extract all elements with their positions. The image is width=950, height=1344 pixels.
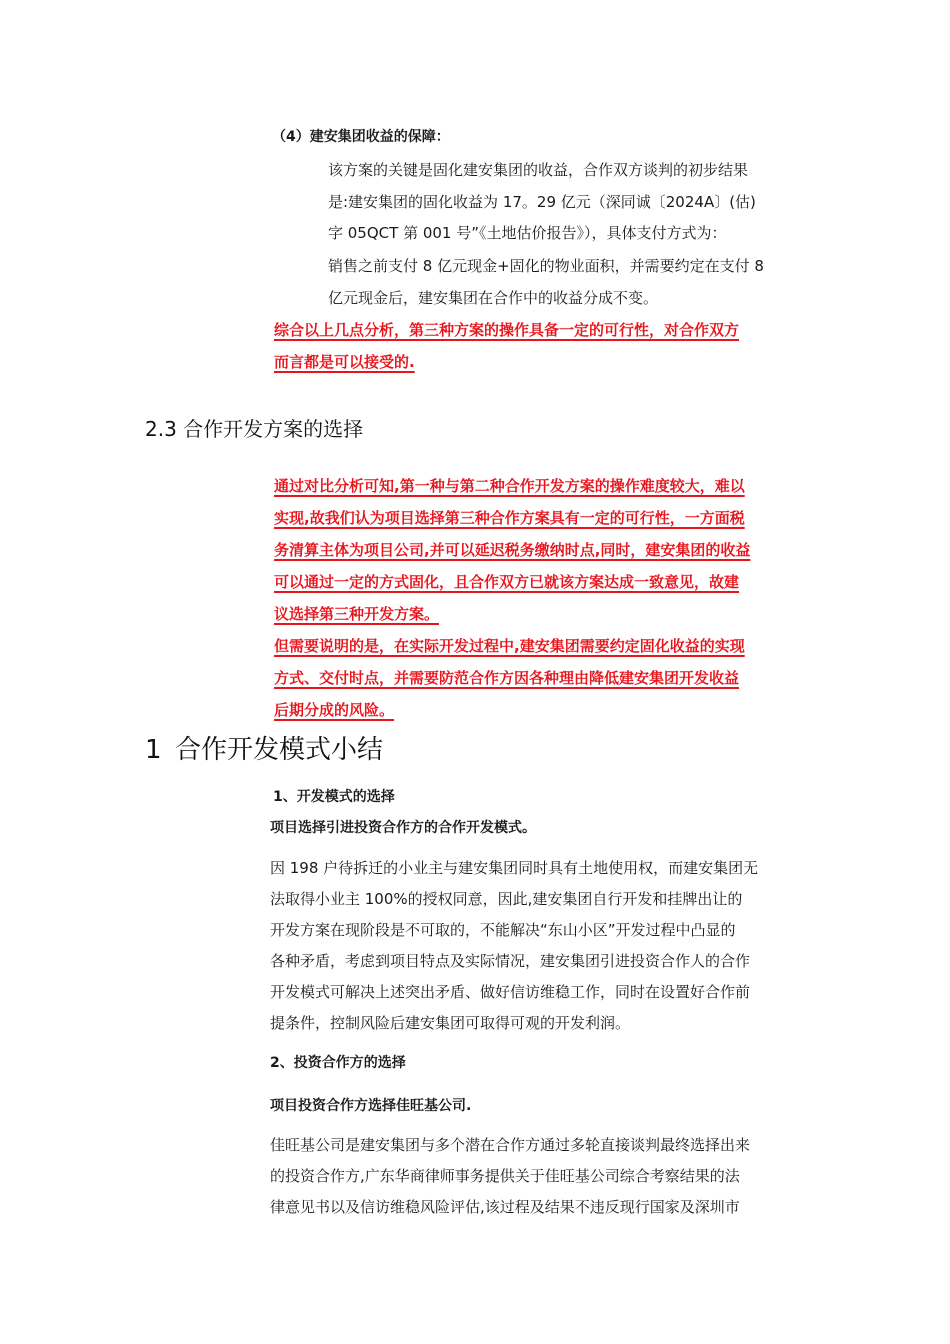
section4-line-1: 该方案的关键是固化建安集团的收益，合作双方谈判的初步结果: [328, 161, 749, 179]
sub2-heading: 2、投资合作方的选择: [270, 1055, 406, 1071]
section4-line-3: 字 05QCT 第 001 号”《土地估价报告》），具体支付方式为：: [328, 224, 727, 242]
section23-para1-line-4: 可以通过一定的方式固化，且合作双方已就该方案达成一致意见，故建: [274, 573, 740, 591]
section23-para2-line-2: 方式、交付时点，并需要防范合作方因各种理由降低建安集团开发收益: [274, 669, 740, 687]
sub1-body-line-4: 各种矛盾，考虑到项目特点及实际情况，建安集团引进投资合作人的合作: [270, 952, 751, 970]
section4-conclusion-2: 而言都是可以接受的.: [274, 353, 415, 371]
section4-conclusion-1: 综合以上几点分析，第三种方案的操作具备一定的可行性，对合作双方: [274, 321, 740, 339]
section4-line-2: 是:建安集团的固化收益为 17。29 亿元（深同诚〔2024A〕(估): [328, 193, 756, 211]
section-1-number: 1: [145, 735, 162, 765]
section-1-title: 合作开发模式小结: [175, 735, 384, 765]
section4-line-4: 销售之前支付 8 亿元现金+固化的物业面积，并需要约定在支付 8: [328, 257, 764, 275]
sub2-body-line-3: 律意见书以及信访维稳风险评估,该过程及结果不违反现行国家及深圳市: [270, 1198, 740, 1216]
section-1-heading: [145, 733, 383, 767]
sub1-body-line-6: 提条件，控制风险后建安集团可取得可观的开发利润。: [270, 1014, 631, 1032]
section-2-3-title: 2.3 合作开发方案的选择: [145, 417, 364, 441]
sub1-conclusion: 项目选择引进投资合作方的合作开发模式。: [270, 820, 536, 836]
sub2-body-line-1: 佳旺基公司是建安集团与多个潜在合作方通过多轮直接谈判最终选择出来: [270, 1136, 751, 1154]
section23-para1-line-5: 议选择第三种开发方案。: [274, 605, 440, 623]
section23-para1-line-1: 通过对比分析可知,第一种与第二种合作开发方案的操作难度较大，难以: [274, 477, 745, 495]
sub1-body-line-3: 开发方案在现阶段是不可取的，不能解决“东山小区”开发过程中凸显的: [270, 921, 736, 939]
sub1-body-line-1: 因 198 户待拆迁的小业主与建安集团同时具有土地使用权，而建安集团无: [270, 859, 759, 877]
section4-line-5: 亿元现金后，建安集团在合作中的收益分成不变。: [328, 289, 659, 307]
sub1-body-line-2: 法取得小业主 100%的授权同意，因此,建安集团自行开发和挂牌出让的: [270, 890, 743, 908]
sub2-conclusion: 项目投资合作方选择佳旺基公司.: [270, 1098, 472, 1114]
section23-para2-line-1: 但需要说明的是，在实际开发过程中,建安集团需要约定固化收益的实现: [274, 637, 745, 655]
section23-para1-line-3: 务清算主体为项目公司,并可以延迟税务缴纳时点,同时，建安集团的收益: [274, 541, 751, 559]
sub2-body-line-2: 的投资合作方,广东华商律师事务提供关于佳旺基公司综合考察结果的法: [270, 1167, 740, 1185]
section23-para1-line-2: 实现,故我们认为项目选择第三种合作方案具有一定的可行性，一方面税: [274, 509, 745, 527]
sub1-body-line-5: 开发模式可解决上述突出矛盾、做好信访维稳工作，同时在设置好合作前: [270, 983, 751, 1001]
sub1-heading: 1、开发模式的选择: [273, 789, 395, 805]
section23-para2-line-3: 后期分成的风险。: [274, 701, 395, 719]
section4-heading: （4）建安集团收益的保障：: [272, 129, 450, 145]
